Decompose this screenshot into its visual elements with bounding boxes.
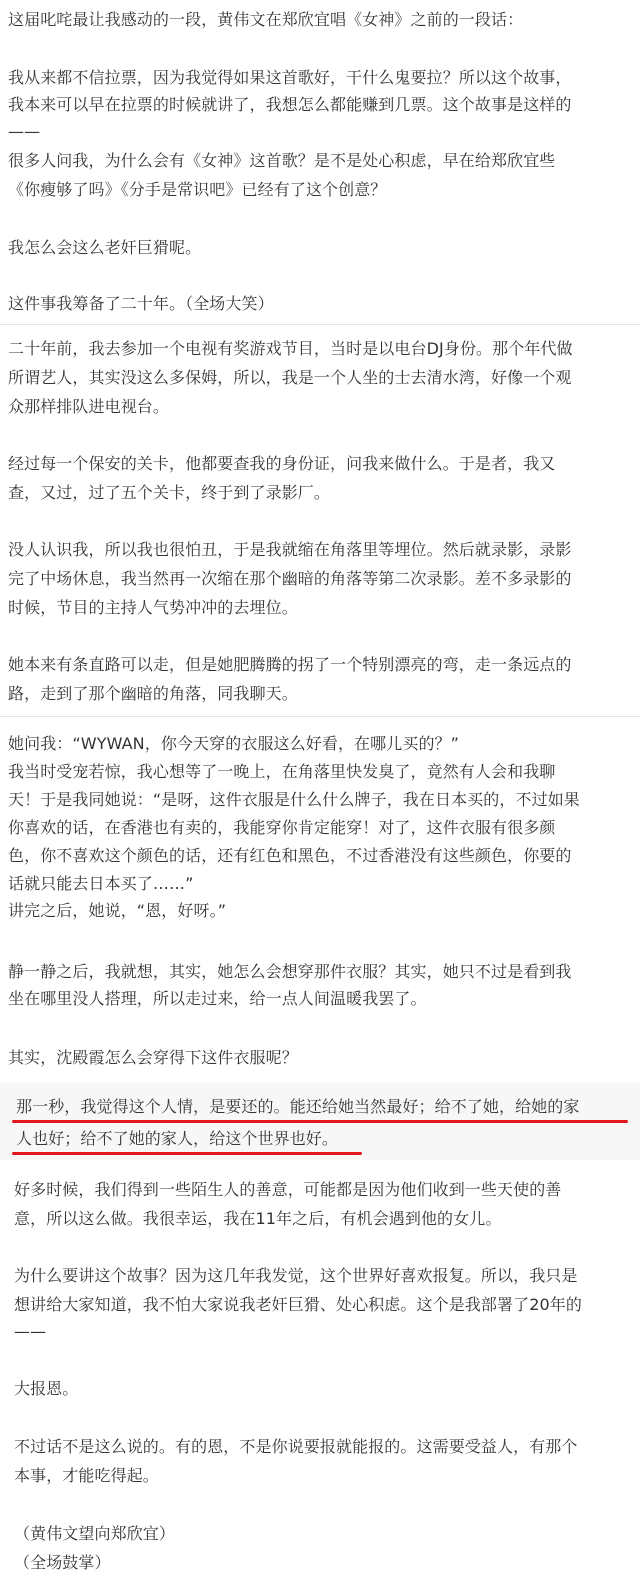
text-line: 我本来可以早在拉票的时候就讲了，我想怎么都能赚到几票。这个故事是这样的 xyxy=(8,95,572,114)
text-line: 话就只能去日本买了……” xyxy=(8,874,194,893)
text-line: —— xyxy=(8,122,41,141)
text-line: 我当时受宠若惊，我心想等了一晚上，在角落里快发臭了，竟然有人会和我聊 xyxy=(8,762,556,781)
text-line: 好多时候，我们得到一些陌生人的善意，可能都是因为他们收到一些天使的善 xyxy=(14,1180,562,1199)
text-line: 她本来有条直路可以走，但是她肥腾腾的拐了一个特别漂亮的弯，走一条远点的 xyxy=(8,655,572,674)
paragraph-block-intro xyxy=(0,0,640,322)
text-line: 我怎么会这么老奸巨猾呢。 xyxy=(8,238,202,257)
text-line: 查，又过，过了五个关卡，终于到了录影厂。 xyxy=(8,483,331,502)
text-line: 讲完之后，她说，“恩，好呀。” xyxy=(8,901,227,920)
text-line: 《你瘦够了吗》《分手是常识吧》已经有了这个创意？ xyxy=(8,180,387,199)
red-underline xyxy=(12,1152,362,1155)
text-line: 人也好；给不了她的家人，给这个世界也好。 xyxy=(16,1129,339,1148)
text-line: 色，你不喜欢这个颜色的话，还有红色和黑色，不过香港没有这些颜色，你要的 xyxy=(8,846,572,865)
text-line: 本事，才能吃得起。 xyxy=(14,1466,159,1485)
paragraph-block-ending xyxy=(0,1160,640,1596)
text-line: 其实，沈殿霞怎么会穿得下这件衣服呢？ xyxy=(8,1048,298,1067)
text-line: 不过话不是这么说的。有的恩，不是你说要报就能报的。这需要受益人，有那个 xyxy=(14,1437,578,1456)
text-line: 她问我：“WYWAN，你今天穿的衣服这么好看，在哪儿买的？” xyxy=(8,734,460,753)
paragraph-block-story xyxy=(0,325,640,709)
text-line: 路，走到了那个幽暗的角落，同我聊天。 xyxy=(8,684,298,703)
text-line: 我从来都不信拉票，因为我觉得如果这首歌好，干什么鬼要拉？所以这个故事， xyxy=(8,68,572,87)
text-line: 没人认识我，所以我也很怕丑，于是我就缩在角落里等埋位。然后就录影，录影 xyxy=(8,540,572,559)
paragraph-block-dialogue xyxy=(0,717,640,1083)
text-line: （黄伟文望向郑欣宜） xyxy=(14,1524,176,1543)
text-line: 经过每一个保安的关卡，他都要查我的身份证，问我来做什么。于是者，我又 xyxy=(8,454,556,473)
text-line: 静一静之后，我就想，其实，她怎么会想穿那件衣服？其实，她只不过是看到我 xyxy=(8,962,572,981)
text-line: 天！于是我同她说：“是呀，这件衣服是什么什么牌子，我在日本买的，不过如果 xyxy=(8,790,580,809)
highlighted-quote xyxy=(0,1083,640,1160)
text-line: 想讲给大家知道，我不怕大家说我老奸巨猾、处心积虑。这个是我部署了20年的 xyxy=(14,1295,582,1314)
text-line: 所谓艺人，其实没这么多保姆，所以，我是一个人坐的士去清水湾，好像一个观 xyxy=(8,368,572,387)
text-line: 为什么要讲这个故事？因为这几年我发觉，这个世界好喜欢报复。所以，我只是 xyxy=(14,1266,578,1285)
red-underline xyxy=(12,1120,628,1123)
text-line: 很多人问我，为什么会有《女神》这首歌？是不是处心积虑，早在给郑欣宜些 xyxy=(8,151,556,170)
text-line: 众那样排队进电视台。 xyxy=(8,397,170,416)
text-line: 你喜欢的话，在香港也有卖的，我能穿你肯定能穿！对了，这件衣服有很多颜 xyxy=(8,818,556,837)
text-line: 这件事我筹备了二十年。（全场大笑） xyxy=(8,294,274,313)
text-line: 这届叱咤最让我感动的一段，黄伟文在郑欣宜唱《女神》之前的一段话： xyxy=(8,10,524,29)
text-line: 大报恩。 xyxy=(14,1379,79,1398)
text-line: —— xyxy=(14,1322,47,1341)
text-line: （全场鼓掌） xyxy=(14,1553,111,1572)
text-line: 完了中场休息，我当然再一次缩在那个幽暗的角落等第二次录影。差不多录影的 xyxy=(8,569,572,588)
text-line: 那一秒，我觉得这个人情，是要还的。能还给她当然最好；给不了她，给她的家 xyxy=(16,1097,580,1116)
text-line: 时候，节目的主持人气势冲冲的去埋位。 xyxy=(8,598,298,617)
text-line: 二十年前，我去参加一个电视有奖游戏节目，当时是以电台DJ身份。那个年代做 xyxy=(8,339,573,358)
text-line: 坐在哪里没人搭理，所以走过来，给一点人间温暖我罢了。 xyxy=(8,989,427,1008)
text-line: 意，所以这么做。我很幸运，我在11年之后，有机会遇到他的女儿。 xyxy=(14,1209,502,1228)
